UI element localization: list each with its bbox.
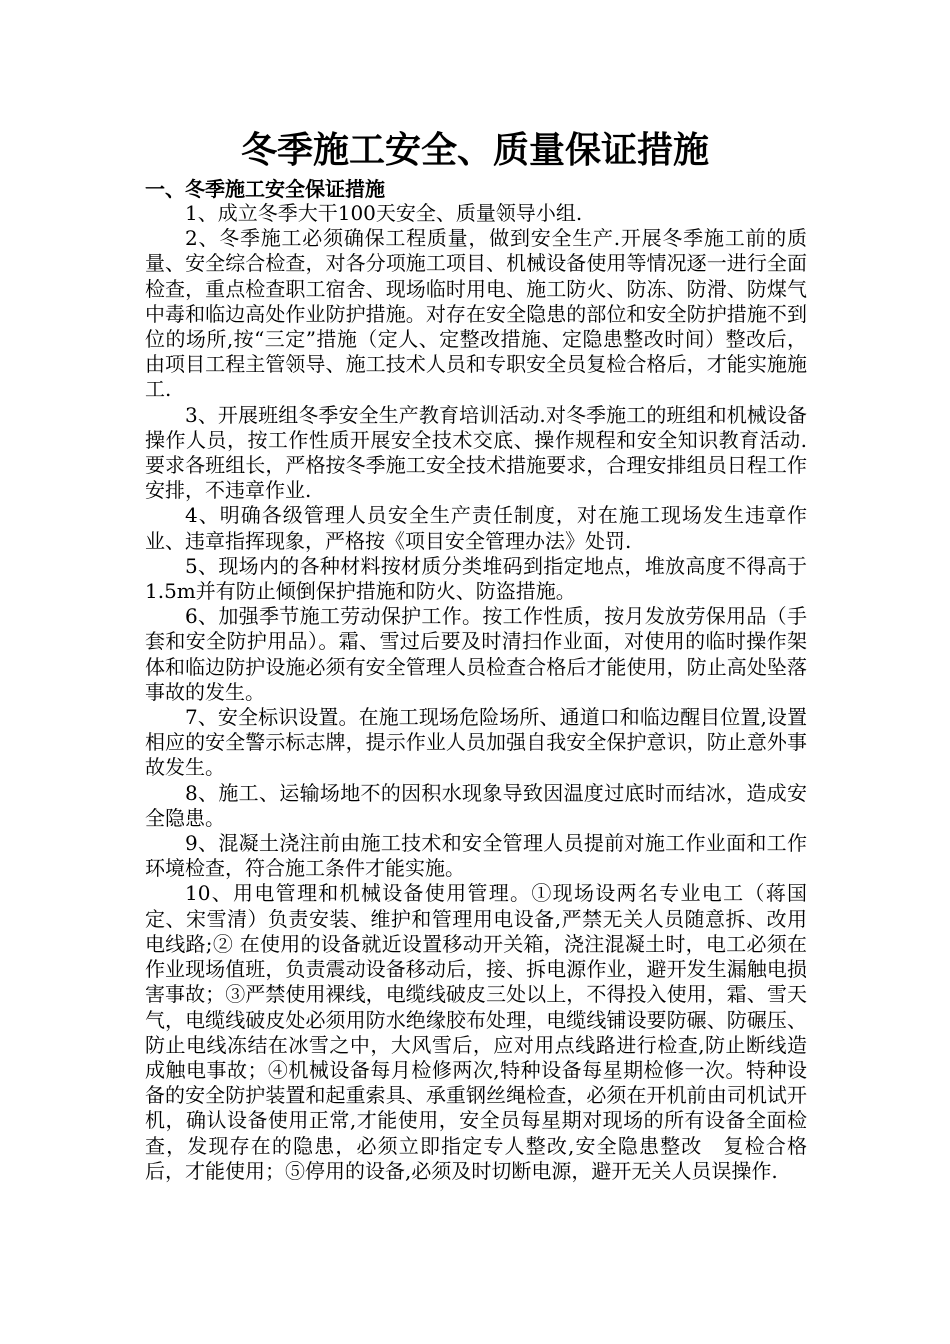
paragraph-1: 1、成立冬季大干100天安全、质量领导小组.	[185, 201, 583, 225]
paragraph-10: 10、用电管理和机械设备使用管理。①现场设两名专业电工（蒋国定、宋雪清）负责安装、维护和管理用电设备,严禁无关人员随意拆、改用电线路;② 在使用的设备就近设置移动开关箱，浇注混凝土时，电工必须在作业现场值班，负责震动设备移动后，接、拆电源作业，避开发生漏触电损害事故；③严禁使用裸线，电缆线破皮三处以上，不得投入使用，霜、雪天气，电缆线破皮处必须用防水绝缘胶布处理，电缆线铺设要防碾、防碾压、防止电线冻结在冰雪之中，大风雪后，应对用点线路进行检查,防止断线造成触电事故；④机械设备每月检修两次,特种设备每星期检修一次。特种设备的安全防护装置和起重索具、承重钢丝绳检查，必须在开机前由司机试开机，确认设备使用正常,才能使用，安全员每星期对现场的所有设备全面检查，发现存在的隐患，必须立即指定专人整改,安全隐患整改 复检合格后，才能使用；⑤停用的设备,必须及时切断电源，避开无关人员误操作.	[145, 881, 807, 1183]
paragraph-5: 5、现场内的各种材料按材质分类堆码到指定地点，堆放高度不得高于1.5m并有防止倾倒保护措施和防火、防盗措施。	[145, 553, 807, 604]
paragraph-2: 2、冬季施工必须确保工程质量，做到安全生产.开展冬季施工前的质量、安全综合检查，对各分项施工项目、机械设备使用等情况逐一进行全面检查，重点检查职工宿舍、现场临时用电、施工防火、防冻、防滑、防煤气中毒和临边高处作业防护措施。对存在安全隐患的部位和安全防护措施不到位的场所,按“三定”措施（定人、定整改措施、定隐患整改时间）整改后，由项目工程主管领导、施工技术人员和专职安全员复检合格后，才能实施施工.	[145, 226, 807, 402]
section-heading: 一、冬季施工安全保证措施	[145, 177, 385, 201]
paragraph-9: 9、混凝土浇注前由施工技术和安全管理人员提前对施工作业面和工作环境检查，符合施工条件才能实施。	[145, 831, 807, 881]
document-title: 冬季施工安全、质量保证措施	[240, 129, 709, 171]
paragraph-4: 4、明确各级管理人员安全生产责任制度，对在施工现场发生违章作业、违章指挥现象，严格按《项目安全管理办法》处罚.	[145, 503, 807, 553]
paragraph-8: 8、施工、运输场地不的因积水现象导致因温度过底时而结冰，造成安全隐患。	[145, 780, 807, 830]
paragraph-6: 6、加强季节施工劳动保护工作。按工作性质，按月发放劳保用品（手套和安全防护用品）。霜、雪过后要及时清扫作业面，对使用的临时操作架体和临边防护设施必须有安全管理人员检查合格后才能使用，防止高处坠落事故的发生。	[145, 604, 807, 704]
paragraph-7: 7、安全标识设置。在施工现场危险场所、通道口和临边醒目位置,设置相应的安全警示标志牌，提示作业人员加强自我安全保护意识，防止意外事故发生。	[145, 705, 807, 780]
paragraph-3: 3、开展班组冬季安全生产教育培训活动.对冬季施工的班组和机械设备操作人员，按工作性质开展安全技术交底、操作规程和安全知识教育活动.要求各班组长，严格按冬季施工安全技术措施要求，合理安排组员日程工作安排，不违章作业.	[145, 402, 807, 503]
body-text	[145, 201, 807, 1184]
